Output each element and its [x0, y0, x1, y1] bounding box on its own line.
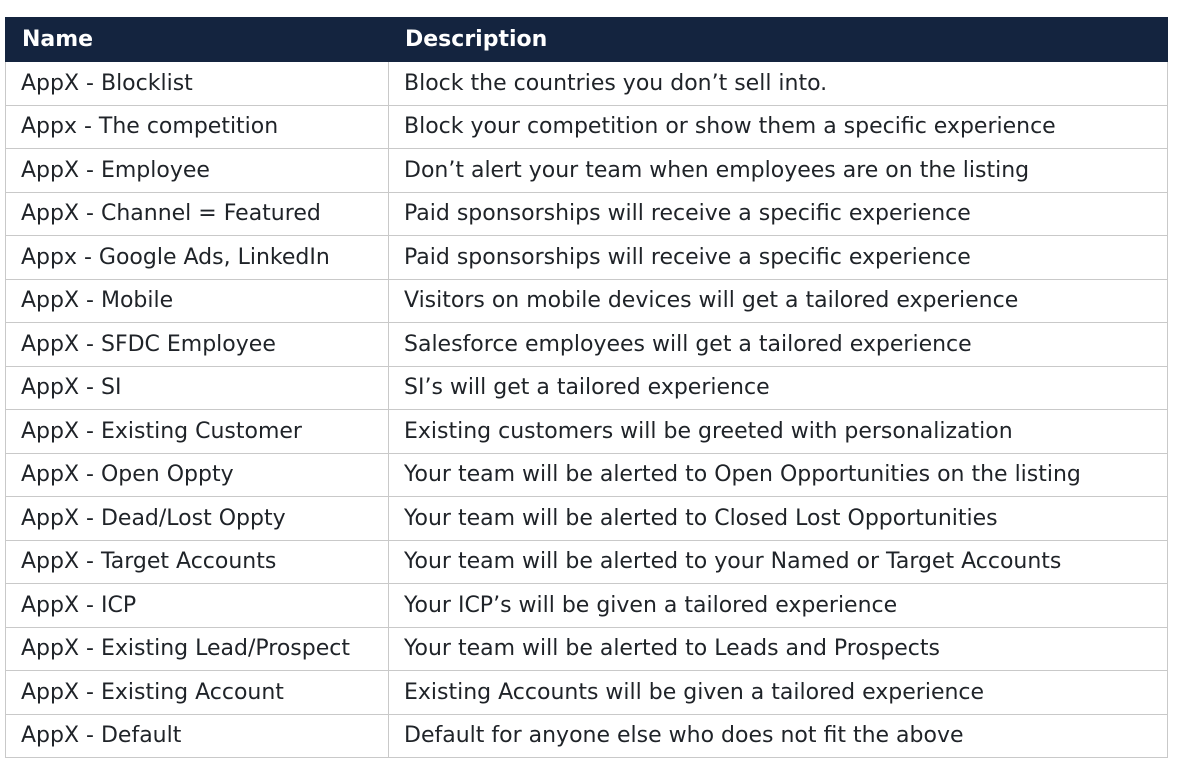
row-name: AppX - Default — [6, 714, 389, 758]
row-name: AppX - Target Accounts — [6, 540, 389, 584]
row-description: Visitors on mobile devices will get a tailored experience — [389, 279, 1168, 323]
row-name: AppX - Open Oppty — [6, 453, 389, 497]
row-name: Appx - Google Ads, LinkedIn — [6, 236, 389, 280]
row-description: Block your competition or show them a specific experience — [389, 105, 1168, 149]
table-row — [6, 366, 1168, 410]
table-row — [6, 584, 1168, 628]
table-row — [6, 105, 1168, 149]
row-description: Block the countries you don’t sell into. — [389, 62, 1168, 106]
table-header — [6, 18, 1168, 62]
row-description: Default for anyone else who does not fit the above — [389, 714, 1168, 758]
row-description: Don’t alert your team when employees are on the listing — [389, 149, 1168, 193]
table-row — [6, 62, 1168, 106]
table-row — [6, 236, 1168, 280]
table-row — [6, 453, 1168, 497]
row-name: AppX - Channel = Featured — [6, 192, 389, 236]
row-name: AppX - Existing Customer — [6, 410, 389, 454]
row-description: SI’s will get a tailored experience — [389, 366, 1168, 410]
row-name: AppX - Existing Account — [6, 671, 389, 715]
row-description: Your team will be alerted to Open Opportunities on the listing — [389, 453, 1168, 497]
row-description: Your team will be alerted to Leads and Prospects — [389, 627, 1168, 671]
row-description: Your team will be alerted to Closed Lost Opportunities — [389, 497, 1168, 541]
table-row — [6, 323, 1168, 367]
table-row — [6, 714, 1168, 758]
row-description: Salesforce employees will get a tailored experience — [389, 323, 1168, 367]
segments-table — [5, 17, 1168, 758]
row-description: Existing Accounts will be given a tailored experience — [389, 671, 1168, 715]
row-name: AppX - Blocklist — [6, 62, 389, 106]
table-row — [6, 149, 1168, 193]
row-description: Paid sponsorships will receive a specific experience — [389, 236, 1168, 280]
row-name: AppX - SI — [6, 366, 389, 410]
row-description: Your ICP’s will be given a tailored experience — [389, 584, 1168, 628]
table-row — [6, 497, 1168, 541]
row-name: AppX - Employee — [6, 149, 389, 193]
row-name: AppX - Existing Lead/Prospect — [6, 627, 389, 671]
row-name: AppX - SFDC Employee — [6, 323, 389, 367]
row-description: Your team will be alerted to your Named or Target Accounts — [389, 540, 1168, 584]
row-name: AppX - ICP — [6, 584, 389, 628]
table-row — [6, 279, 1168, 323]
header-description: Description — [389, 18, 1168, 62]
table-body — [6, 62, 1168, 758]
header-row — [6, 18, 1168, 62]
table-row — [6, 192, 1168, 236]
segments-table-container — [5, 17, 1167, 758]
table-row — [6, 410, 1168, 454]
row-description: Paid sponsorships will receive a specific experience — [389, 192, 1168, 236]
header-name: Name — [6, 18, 389, 62]
row-description: Existing customers will be greeted with personalization — [389, 410, 1168, 454]
row-name: AppX - Dead/Lost Oppty — [6, 497, 389, 541]
table-row — [6, 540, 1168, 584]
table-row — [6, 627, 1168, 671]
row-name: Appx - The competition — [6, 105, 389, 149]
row-name: AppX - Mobile — [6, 279, 389, 323]
table-row — [6, 671, 1168, 715]
